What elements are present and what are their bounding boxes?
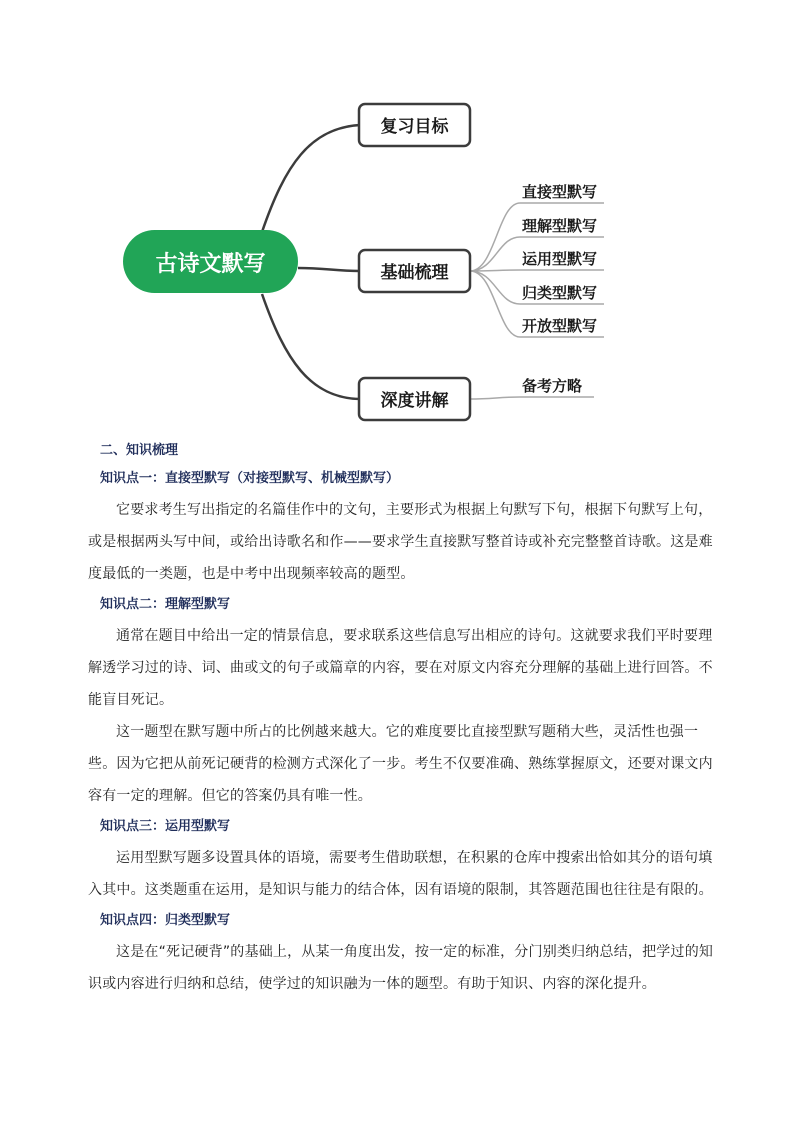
connector-deep-dive (262, 294, 360, 399)
leaf-label: 开放型默写 (522, 317, 598, 335)
paragraph: 它要求考生写出指定的名篇佳作中的文句，主要形式为根据上句默写下句，根据下句默写上句，或是根据两头写中间，或给出诗歌名和作——要求学生直接默写整首诗或补充完整整首诗歌。这是难度最低的一类题，也是中考中出现频率较高的题型。 (88, 502, 713, 582)
knowledge-point-title: 知识点四：归类型默写 (100, 913, 231, 928)
branch-review-goals (359, 104, 470, 146)
connector-leaf-6 (470, 397, 594, 399)
paragraph: 运用型默写题多设置具体的语境，需要考生借助联想，在积累的仓库中搜索出恰如其分的语句填入其中。这类题重在运用，是知识与能力的结合体，因有语境的限制，其答题范围也往往是有限的。 (88, 850, 713, 898)
leaf-label: 归类型默写 (522, 284, 598, 302)
knowledge-point-title: 知识点一：直接型默写（对接型默写、机械型默写） (100, 471, 400, 486)
mind-map-root (123, 230, 298, 293)
section-title: 二、知识梳理 (100, 443, 179, 458)
leaf-label: 直接型默写 (522, 183, 598, 201)
leaf-label: 备考方略 (522, 377, 583, 395)
mind-map (0, 0, 794, 430)
knowledge-point-title: 知识点二：理解型默写 (100, 597, 231, 612)
paragraph: 这一题型在默写题中所占的比例越来越大。它的难度要比直接型默写题稍大些，灵活性也强一些。因为它把从前死记硬背的检测方式深化了一步。考生不仅要准确、熟练掌握原文，还要对课文内容有一定的理解。但它的答案仍具有唯一性。 (88, 724, 713, 804)
root-label: 古诗文默写 (155, 252, 266, 277)
leaf-label: 理解型默写 (522, 217, 598, 235)
branch-basics (359, 250, 470, 292)
knowledge-point-title: 知识点三：运用型默写 (100, 819, 231, 834)
knowledge-point-4 (88, 906, 722, 1000)
branch-deep-dive (359, 378, 470, 420)
paragraph: 这是在“死记硬背”的基础上，从某一角度出发，按一定的标准，分门别类归纳总结，把学过的知识或内容进行归纳和总结，使学过的知识融为一体的题型。有助于知识、内容的深化提升。 (88, 944, 714, 992)
knowledge-content (88, 438, 722, 1000)
knowledge-point-3 (88, 812, 722, 906)
connector-leaf-3 (470, 270, 604, 271)
branch-label: 基础梳理 (380, 263, 449, 283)
branch-label: 复习目标 (380, 117, 449, 137)
connector-basics (298, 268, 360, 271)
knowledge-point-2 (88, 590, 722, 812)
knowledge-point-1 (88, 464, 722, 590)
paragraph: 通常在题目中给出一定的情景信息，要求联系这些信息写出相应的诗句。这就要求我们平时要理解透学习过的诗、词、曲或文的句子或篇章的内容，要在对原文内容充分理解的基础上进行回答。不能盲目死记。 (88, 628, 713, 708)
leaf-label: 运用型默写 (522, 250, 598, 268)
mind-map-leaves (522, 183, 597, 395)
branch-label: 深度讲解 (380, 391, 449, 411)
connector-review-goals (262, 125, 360, 232)
